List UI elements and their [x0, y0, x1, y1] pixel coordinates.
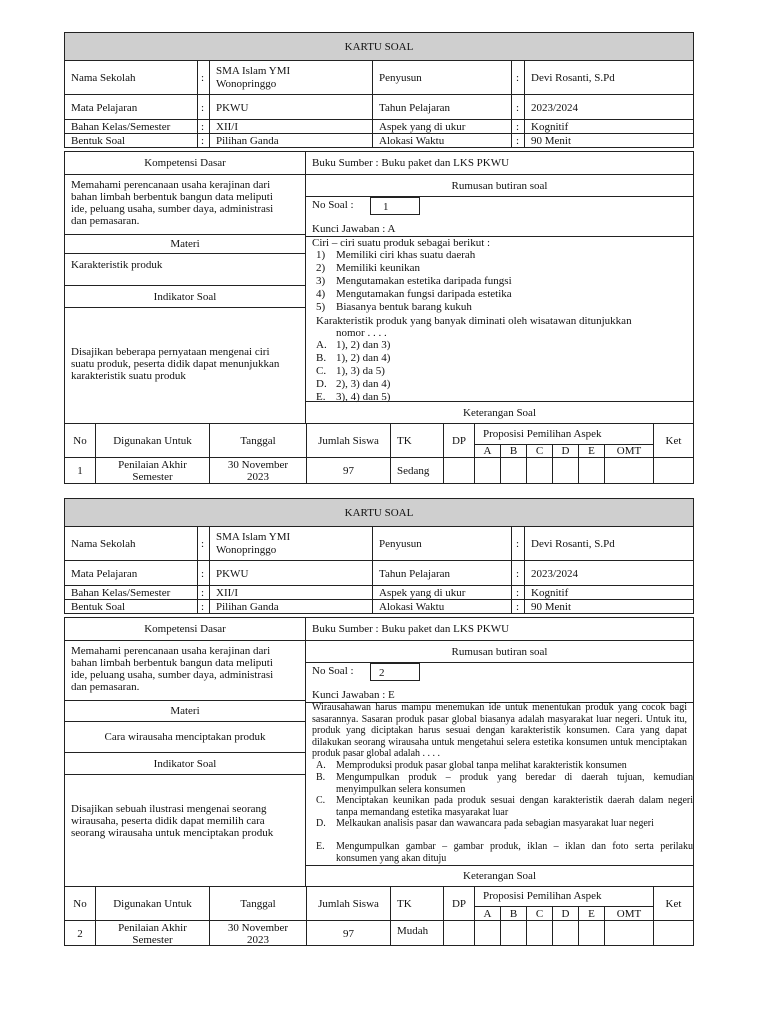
- td-jumlah: 97: [306, 457, 391, 484]
- value-mata-pelajaran: PKWU: [209, 94, 373, 120]
- materi-text: Karakteristik produk: [64, 253, 306, 286]
- td-no: 1: [64, 457, 96, 484]
- th-aspek-d: D: [552, 906, 579, 921]
- answer-option: D. 2), 3) dan 4): [316, 378, 391, 390]
- value-bahan-kelas: XII/I: [209, 585, 373, 600]
- kunci-jawaban: Kunci Jawaban : A: [312, 223, 396, 235]
- th-tanggal: Tanggal: [209, 423, 307, 458]
- materi-header: Materi: [64, 700, 306, 722]
- label-nama-sekolah: Nama Sekolah: [64, 60, 198, 95]
- th-ket: Ket: [653, 423, 694, 458]
- no-soal-area: No Soal : 1 Kunci Jawaban : A: [305, 196, 694, 237]
- value-bentuk-soal: Pilihan Ganda: [209, 133, 373, 148]
- th-aspek-d: D: [552, 444, 579, 458]
- value-tahun-pelajaran: 2023/2024: [524, 94, 694, 120]
- materi-text: Cara wirausaha menciptakan produk: [64, 721, 306, 753]
- th-aspek-omt: OMT: [604, 444, 654, 458]
- kartu-soal-1: KARTU SOAL Nama Sekolah : SMA Islam YMI Wonopringgo Penyusun : Devi Rosanti, S.Pd Mata Pelajaran : PKWU Tahun Pelajaran : 2023/2024 Bahan Kelas/Semester : XII/I Aspek yang di ukur : Kognitif Bentuk Soal : Pilihan Ganda Alokasi Waktu : 90 Menit Kompetensi Dasar Memahami perencanaan usaha kerajinan dari bahan limbah berbentuk bangun data meliputi ide, peluang usaha, sumber daya, administrasi dan pemasaran. Materi Karakteristik produk Indikator Soal Disajikan beberapa pernyataan mengenai ciri suatu produk, peserta didik dapat menunjukkan karakteristik suatu produk Buku Sumber : Buku paket dan LKS PKWU Rumusan butiran soal No Soal : 1 Kunci Jawaban : A Ciri – ciri suatu produk sebagai berikut : 1) Memiliki ciri khas suatu daerah 2) Memiliki keunikan 3) Mengutamakan estetika daripada fungsi 4) Mengutamakan fungsi daripada estetika 5) Biasanya bentuk barang kukuh Karakteristik produk yang banyak diminati oleh wisatawan ditunjukkan nomor . . . . A. 1), 2) dan 3) B. 1), 2) dan 4) C. 1), 3) da 5) D. 2), 3) dan 4) E. 3), 4) dan 5) Keterangan Soal No Digunakan Untuk Tanggal Jumlah Siswa TK DP Proposisi Pemilihan Aspek Ket A B C D E OMT 1 Penilaian Akhir Semester 30 November 2023 97 Sedang: [64, 32, 694, 484]
- kompetensi-dasar-header: Kompetensi Dasar: [64, 617, 306, 641]
- label-mata-pelajaran: Mata Pelajaran: [64, 94, 198, 120]
- answer-option: B. Mengumpulkan produk – produk yang beredar di daerah tujuan, kemudian menyimpulkan selera konsumen: [316, 772, 693, 795]
- materi-header: Materi: [64, 234, 306, 254]
- buku-sumber: Buku Sumber : Buku paket dan LKS PKWU: [305, 617, 694, 641]
- td-tk: Mudah: [390, 920, 444, 946]
- no-soal-box: 1: [370, 197, 420, 215]
- kompetensi-dasar-header: Kompetensi Dasar: [64, 151, 306, 175]
- th-aspek-e: E: [578, 906, 605, 921]
- th-jumlah: Jumlah Siswa: [306, 423, 391, 458]
- th-aspek-c: C: [526, 444, 553, 458]
- answer-option: A. Memproduksi produk pasar global tanpa melihat karakteristik konsumen: [316, 760, 627, 771]
- card-title: KARTU SOAL: [64, 32, 694, 61]
- th-aspek-a: A: [474, 906, 501, 921]
- keterangan-header: Keterangan Soal: [305, 865, 694, 887]
- answer-option: D. Melkaukan analisis pasar dan wawancara pada sebagian masyarakat luar negeri: [316, 818, 654, 829]
- label-bentuk-soal: Bentuk Soal: [64, 133, 198, 148]
- answer-option: E. 3), 4) dan 5): [316, 391, 391, 403]
- td-jumlah: 97: [306, 920, 391, 946]
- td-digunakan: Penilaian Akhir Semester: [95, 457, 210, 484]
- statement-item: 3) Mengutamakan estetika daripada fungsi: [316, 275, 512, 287]
- value-aspek: Kognitif: [524, 119, 694, 134]
- td-tk: Sedang: [390, 457, 444, 484]
- buku-sumber: Buku Sumber : Buku paket dan LKS PKWU: [305, 151, 694, 175]
- th-aspek-e: E: [578, 444, 605, 458]
- th-tanggal: Tanggal: [209, 886, 307, 921]
- label-aspek: Aspek yang di ukur: [372, 119, 512, 134]
- answer-option: C. 1), 3) da 5): [316, 365, 385, 377]
- th-tk: TK: [390, 423, 444, 458]
- answer-option: A. 1), 2) dan 3): [316, 339, 391, 351]
- answer-option: C. Menciptakan keunikan pada produk sesuai dengan karakteristik daerah dalam negeri tanpa memandang estetika masyarakat luar: [316, 795, 693, 818]
- value-mata-pelajaran: PKWU: [209, 560, 373, 586]
- label-alokasi: Alokasi Waktu: [372, 133, 512, 148]
- question-body: [305, 702, 694, 866]
- value-nama-sekolah: SMA Islam YMI Wonopringgo: [209, 526, 373, 561]
- value-tahun-pelajaran: 2023/2024: [524, 560, 694, 586]
- statement-item: 5) Biasanya bentuk barang kukuh: [316, 301, 472, 313]
- rumusan-header: Rumusan butiran soal: [305, 640, 694, 663]
- th-digunakan: Digunakan Untuk: [95, 423, 210, 458]
- label-tahun-pelajaran: Tahun Pelajaran: [372, 94, 512, 120]
- th-tk: TK: [390, 886, 444, 921]
- th-no: No: [64, 423, 96, 458]
- th-ket: Ket: [653, 886, 694, 921]
- label-aspek: Aspek yang di ukur: [372, 585, 512, 600]
- label-bentuk-soal: Bentuk Soal: [64, 599, 198, 614]
- label-alokasi: Alokasi Waktu: [372, 599, 512, 614]
- th-jumlah: Jumlah Siswa: [306, 886, 391, 921]
- value-penyusun: Devi Rosanti, S.Pd: [524, 60, 694, 95]
- label-bahan-kelas: Bahan Kelas/Semester: [64, 119, 198, 134]
- th-dp: DP: [443, 886, 475, 921]
- kompetensi-dasar-text: Memahami perencanaan usaha kerajinan dari bahan limbah berbentuk bangun data meliputi ide, peluang usaha, sumber daya, administrasi dan pemasaran.: [64, 640, 306, 701]
- no-soal-area: No Soal : 2 Kunci Jawaban : E: [305, 662, 694, 703]
- value-alokasi: 90 Menit: [524, 133, 694, 148]
- question-stem: Karakteristik produk yang banyak diminati oleh wisatawan ditunjukkan: [316, 315, 632, 327]
- answer-option: B. 1), 2) dan 4): [316, 352, 391, 364]
- question-stem: Wirausahawan harus mampu menemukan ide untuk menentukan produk yang cocok bagi sasarannya. Sasaran produk pasar global biasanya adalah masyarakat luar negeri. Untuk itu, produk yang diciptakan harus sesuai dengan karakteristik konsumen. Cara yang dapat dilakukan seorang wirausaha untuk mengetahui selera estetika konsumen untuk menciptakan produk pasar global adalah . . . .: [312, 702, 687, 759]
- value-nama-sekolah: SMA Islam YMI Wonopringgo: [209, 60, 373, 95]
- label-penyusun: Penyusun: [372, 60, 512, 95]
- th-aspek-b: B: [500, 444, 527, 458]
- th-aspek-b: B: [500, 906, 527, 921]
- th-aspek-omt: OMT: [604, 906, 654, 921]
- indikator-text: Disajikan beberapa pernyataan mengenai ciri suatu produk, peserta didik dapat menunjukkan karakteristik suatu produk: [64, 307, 306, 424]
- th-aspek-a: A: [474, 444, 501, 458]
- label-bahan-kelas: Bahan Kelas/Semester: [64, 585, 198, 600]
- rumusan-header: Rumusan butiran soal: [305, 174, 694, 197]
- td-digunakan: Penilaian Akhir Semester: [95, 920, 210, 946]
- indikator-text: Disajikan sebuah ilustrasi mengenai seorang wirausaha, peserta didik dapat memilih cara seorang wirausaha untuk menciptakan produk: [64, 774, 306, 887]
- td-tanggal: 30 November 2023: [209, 457, 307, 484]
- kartu-soal-2: KARTU SOAL Nama Sekolah : SMA Islam YMI Wonopringgo Penyusun : Devi Rosanti, S.Pd Mata Pelajaran : PKWU Tahun Pelajaran : 2023/2024 Bahan Kelas/Semester : XII/I Aspek yang di ukur : Kognitif Bentuk Soal : Pilihan Ganda Alokasi Waktu : 90 Menit Kompetensi Dasar Memahami perencanaan usaha kerajinan dari bahan limbah berbentuk bangun data meliputi ide, peluang usaha, sumber daya, administrasi dan pemasaran. Materi Cara wirausaha menciptakan produk Indikator Soal Disajikan sebuah ilustrasi mengenai seorang wirausaha, peserta didik dapat memilih cara seorang wirausaha untuk menciptakan produk Buku Sumber : Buku paket dan LKS PKWU Rumusan butiran soal No Soal : 2 Kunci Jawaban : E Wirausahawan harus mampu menemukan ide untuk menentukan produk yang cocok bagi sasarannya. Sasaran produk pasar global biasanya adalah masyarakat luar negeri. Untuk itu, produk yang diciptakan harus sesuai dengan karakteristik konsumen. Cara yang dapat dilakukan seorang wirausaha untuk mengetahui selera estetika konsumen untuk menciptakan produk pasar global adalah . . . . A. Memproduksi produk pasar global tanpa melihat karakteristik konsumen B. Mengumpulkan produk – produk yang beredar di daerah tujuan, kemudian menyimpulkan selera konsumen C. Menciptakan keunikan pada produk sesuai dengan karakteristik daerah dalam negeri tanpa memandang estetika masyarakat luar D. Melkaukan analisis pasar dan wawancara pada sebagian masyarakat luar negeri E. Mengumpulkan gambar – gambar produk, iklan – iklan dan foto serta perilaku konsumen yang akan dituju Keterangan Soal No Digunakan Untuk Tanggal Jumlah Siswa TK DP Proposisi Pemilihan Aspek Ket A B C D E OMT 2 Penilaian Akhir Semester 30 November 2023 97 Mudah: [64, 498, 694, 946]
- td-tanggal: 30 November 2023: [209, 920, 307, 946]
- value-penyusun: Devi Rosanti, S.Pd: [524, 526, 694, 561]
- kunci-jawaban: Kunci Jawaban : E: [312, 689, 395, 701]
- th-proposisi: Proposisi Pemilihan Aspek: [474, 423, 654, 445]
- th-digunakan: Digunakan Untuk: [95, 886, 210, 921]
- label-nama-sekolah: Nama Sekolah: [64, 526, 198, 561]
- th-aspek-c: C: [526, 906, 553, 921]
- card-title: KARTU SOAL: [64, 498, 694, 527]
- value-aspek: Kognitif: [524, 585, 694, 600]
- answer-option: E. Mengumpulkan gambar – gambar produk, iklan – iklan dan foto serta perilaku konsumen yang akan dituju: [316, 841, 693, 864]
- td-no: 2: [64, 920, 96, 946]
- th-proposisi: Proposisi Pemilihan Aspek: [474, 886, 654, 907]
- label-penyusun: Penyusun: [372, 526, 512, 561]
- indikator-header: Indikator Soal: [64, 752, 306, 775]
- question-body: Ciri – ciri suatu produk sebagai berikut : 1) Memiliki ciri khas suatu daerah 2) Memiliki keunikan 3) Mengutamakan estetika daripada fungsi 4) Mengutamakan fungsi daripada estetika 5) Biasanya bentuk barang kukuh Karakteristik produk yang banyak diminati oleh wisatawan ditunjukkan nomor . . . . A. 1), 2) dan 3) B. 1), 2) dan 4) C. 1), 3) da 5) D. 2), 3) dan 4) E. 3), 4) dan 5): [305, 236, 694, 402]
- th-dp: DP: [443, 423, 475, 458]
- indikator-header: Indikator Soal: [64, 285, 306, 308]
- value-alokasi: 90 Menit: [524, 599, 694, 614]
- label-tahun-pelajaran: Tahun Pelajaran: [372, 560, 512, 586]
- keterangan-header: Keterangan Soal: [305, 401, 694, 424]
- statement-item: 4) Mengutamakan fungsi daripada estetika: [316, 288, 512, 300]
- value-bentuk-soal: Pilihan Ganda: [209, 599, 373, 614]
- th-no: No: [64, 886, 96, 921]
- value-bahan-kelas: XII/I: [209, 119, 373, 134]
- statement-item: 1) Memiliki ciri khas suatu daerah: [316, 249, 476, 261]
- kompetensi-dasar-text: Memahami perencanaan usaha kerajinan dari bahan limbah berbentuk bangun data meliputi ide, peluang usaha, sumber daya, administrasi dan pemasaran.: [64, 174, 306, 235]
- no-soal-box: 2: [370, 663, 420, 681]
- statement-item: 2) Memiliki keunikan: [316, 262, 421, 274]
- label-mata-pelajaran: Mata Pelajaran: [64, 560, 198, 586]
